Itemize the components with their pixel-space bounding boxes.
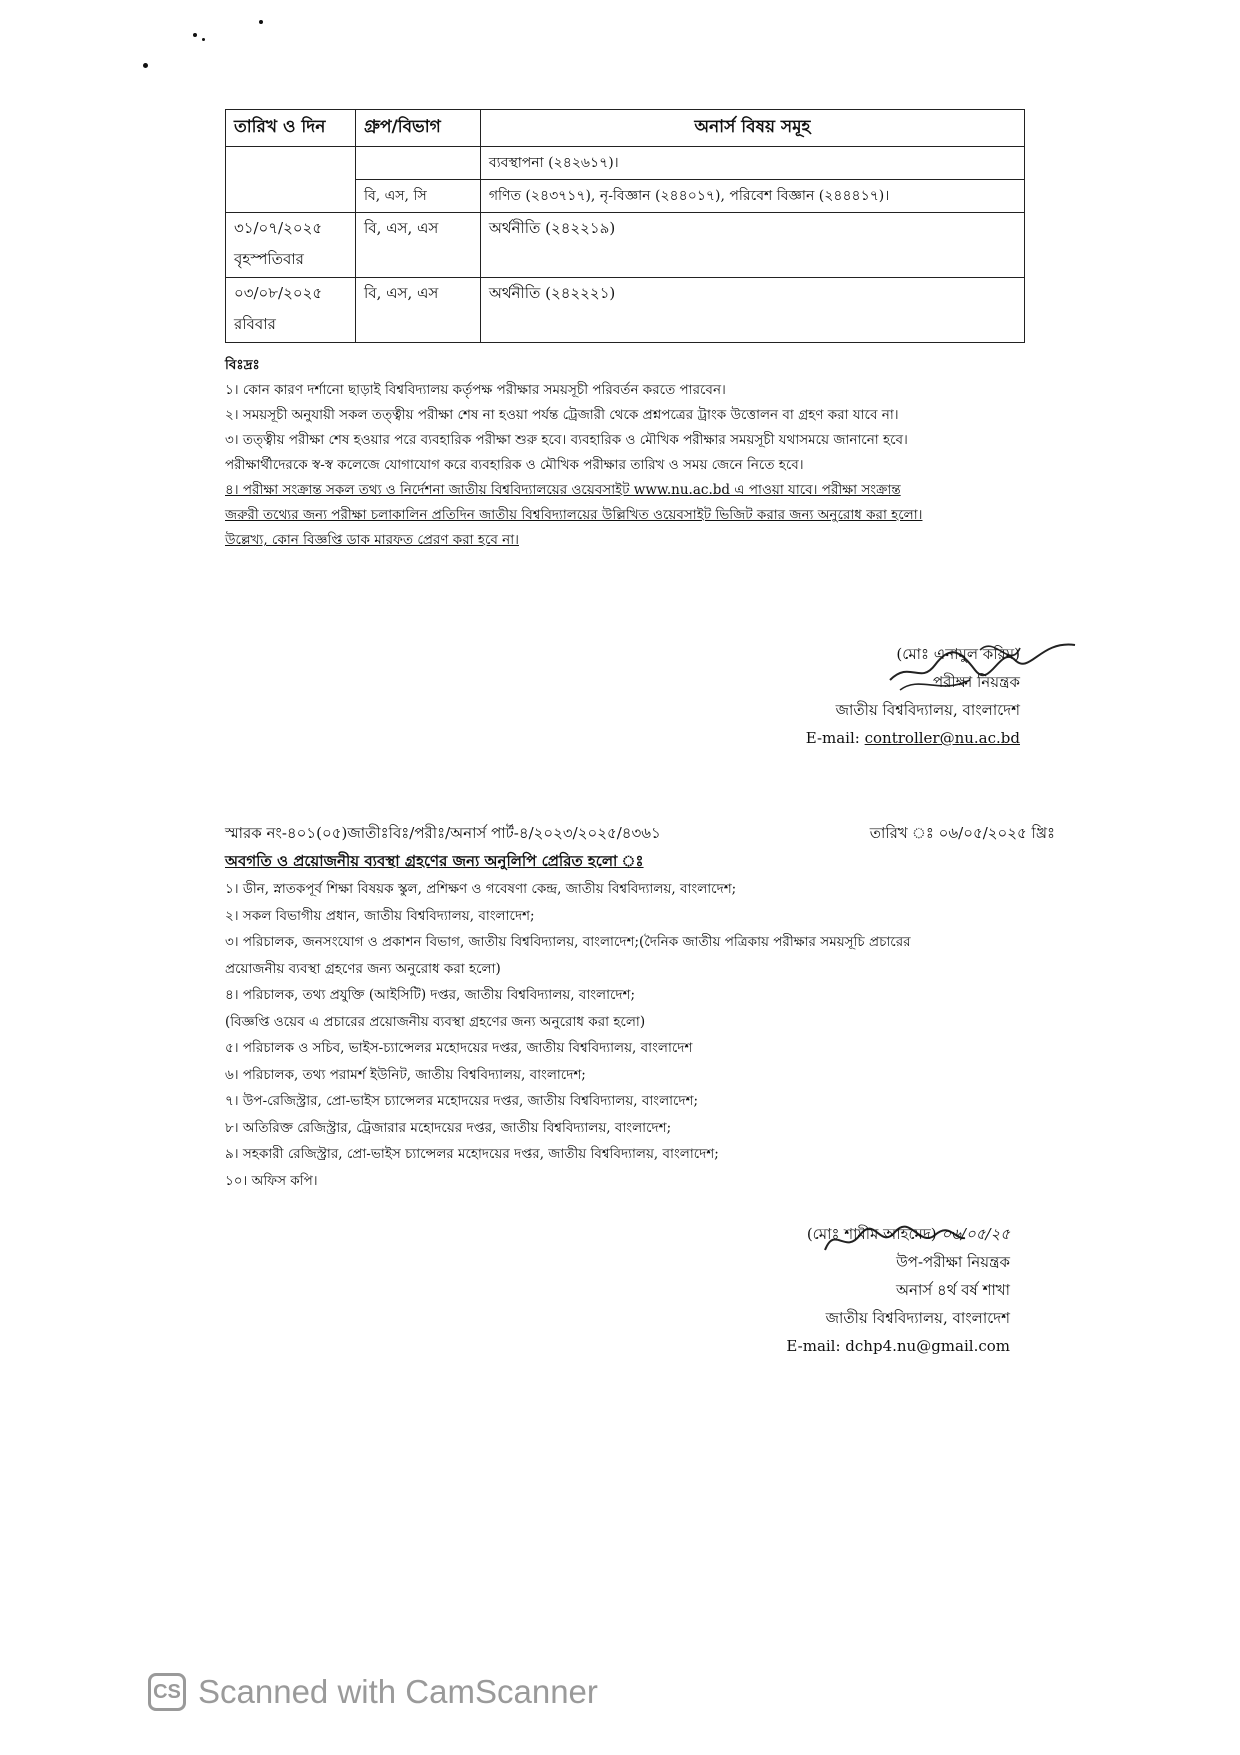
handwritten-date: ০৬/০৫/২৫ (941, 1225, 1010, 1243)
signatory-org: জাতীয় বিশ্ববিদ্যালয়, বাংলাদেশ (825, 1309, 1010, 1327)
list-item: ৫। পরিচালক ও সচিব, ভাইস-চ্যান্সেলর মহোদয়ের দপ্তর, জাতীয় বিশ্ববিদ্যালয়, বাংলাদেশ (225, 1040, 693, 1056)
memo-row (225, 822, 1055, 847)
camscanner-logo-icon: CS (148, 1673, 186, 1711)
camscanner-watermark (148, 1673, 598, 1711)
note-item: পরীক্ষার্থীদেরকে স্ব-স্ব কলেজে যোগাযোগ করে ব্যবহারিক ও মৌখিক পরীক্ষার তারিখ ও সময় জেনে নিতে হবে। (225, 457, 804, 473)
memo-ref: স্মারক নং-৪০১(০৫)জাতীঃবিঃ/পরীঃ/অনার্স পার্ট-৪/২০২৩/২০২৫/৪৩৬১ (225, 824, 661, 842)
note-item: ১। কোন কারণ দর্শানো ছাড়াই বিশ্ববিদ্যালয় কর্তৃপক্ষ পরীক্ষার সময়সূচী পরিবর্তন করতে পারবেন। (225, 382, 726, 398)
list-item: ১০। অফিস কপি। (225, 1172, 318, 1189)
subjects-cell: গণিত (২৪৩৭১৭), নৃ-বিজ্ঞান (২৪৪০১৭), পরিবেশ বিজ্ঞান (২৪৪৪১৭)। (480, 180, 1024, 213)
list-item: ৭। উপ-রেজিস্ট্রার, প্রো-ভাইস চ্যান্সেলর মহোদয়ের দপ্তর, জাতীয় বিশ্ববিদ্যালয়, বাংলাদেশ; (225, 1093, 699, 1109)
cc-heading: অবগতি ও প্রয়োজনীয় ব্যবস্থা গ্রহণের জন্য অনুলিপি প্রেরিত হলো ঃ (225, 852, 644, 870)
signatory-email: E-mail: dchp4.nu@gmail.com (786, 1337, 1010, 1355)
table-row (226, 278, 1025, 343)
list-item: (বিজ্ঞপ্তি ওয়েব এ প্রচারের প্রয়োজনীয় ব্যবস্থা গ্রহণের জন্য অনুরোধ করা হলো) (225, 1013, 646, 1030)
signatory-name-row (680, 1220, 1010, 1248)
table-header-row (226, 110, 1025, 147)
note-item-website: জরুরী তথ্যের জন্য পরীক্ষা চলাকালিন প্রতিদিন জাতীয় বিশ্ববিদ্যালয়ের উল্লিখিত ওয়েবসাইট ভিজিট করার জন্য অনুরোধ করা হলো। (225, 507, 923, 523)
exam-schedule-table (225, 109, 1025, 343)
note-item: ৩। তত্ত্বীয় পরীক্ষা শেষ হওয়ার পরে ব্যবহারিক পরীক্ষা শুরু হবে। ব্যবহারিক ও মৌখিক পরীক্ষার সময়সূচী যথাসময়ে জানানো হবে। (225, 432, 908, 448)
list-item: ৩। পরিচালক, জনসংযোগ ও প্রকাশন বিভাগ, জাতীয় বিশ্ববিদ্যালয়, বাংলাদেশ;(দৈনিক জাতীয় পত্রিকায় পরীক্ষার সময়সূচি প্রচারের (225, 934, 911, 950)
notes-heading: বিঃদ্রঃ (225, 357, 260, 373)
list-item: ৪। পরিচালক, তথ্য প্রযুক্তি (আইসিটি) দপ্তর, জাতীয় বিশ্ববিদ্যালয়, বাংলাদেশ; (225, 987, 636, 1003)
email-link[interactable]: controller@nu.ac.bd (864, 729, 1020, 747)
signatory-name: (মোঃ এনামুল করিম) (896, 645, 1020, 663)
watermark-text: Scanned with CamScanner (198, 1673, 598, 1710)
deputy-signature-block (680, 1220, 1010, 1360)
date-cell (226, 147, 356, 213)
list-item: প্রয়োজনীয় ব্যবস্থা গ্রহণের জন্য অনুরোধ করা হলো) (225, 960, 501, 977)
group-cell: বি, এস, এস (355, 213, 480, 278)
signatory-name: (মোঃ শামীম আহমেদ) (806, 1225, 937, 1243)
subjects-cell: অর্থনীতি (২৪২২২১) (480, 278, 1024, 343)
list-item: ৮। অতিরিক্ত রেজিস্ট্রার, ট্রেজারার মহোদয়ের দপ্তর, জাতীয় বিশ্ববিদ্যালয়, বাংলাদেশ; (225, 1119, 672, 1136)
exam-day: বৃহস্পতিবার (234, 250, 304, 268)
col-header-group: গ্রুপ/বিভাগ (355, 110, 480, 147)
notes-section (225, 353, 1025, 553)
date-cell (226, 278, 356, 343)
table-row (226, 213, 1025, 278)
memo-date: তারিখ ঃ ০৬/০৫/২০২৫ খ্রিঃ (869, 824, 1055, 842)
signatory-branch: অনার্স ৪র্থ বর্ষ শাখা (896, 1281, 1010, 1299)
exam-date: ০৩/০৮/২০২৫ (234, 284, 323, 302)
list-item: ২। সকল বিভাগীয় প্রধান, জাতীয় বিশ্ববিদ্যালয়, বাংলাদেশ; (225, 907, 535, 924)
exam-date: ৩১/০৭/২০২৫ (234, 219, 323, 237)
list-item: ৬। পরিচালক, তথ্য পরামর্শ ইউনিট, জাতীয় বিশ্ববিদ্যালয়, বাংলাদেশ; (225, 1066, 586, 1083)
subjects-cell: অর্থনীতি (২৪২২১৯) (480, 213, 1024, 278)
signatory-title: উপ-পরীক্ষা নিয়ন্ত্রক (896, 1253, 1010, 1271)
note-item-website: ৪। পরীক্ষা সংক্রান্ত সকল তথ্য ও নির্দেশনা জাতীয় বিশ্ববিদ্যালয়ের ওয়েবসাইট www.nu.ac.bd এ পাওয়া যাবে। পরীক্ষা সংক্রান্ত (225, 482, 901, 498)
scan-speck (202, 38, 205, 41)
scan-speck (143, 63, 148, 68)
scan-speck (193, 33, 197, 37)
group-cell: বি, এস, এস (355, 278, 480, 343)
controller-signature-block (680, 640, 1020, 752)
subjects-cell: ব্যবস্থাপনা (২৪২৬১৭)। (480, 147, 1024, 180)
signatory-org: জাতীয় বিশ্ববিদ্যালয়, বাংলাদেশ (835, 701, 1020, 719)
list-item: ১। ডীন, স্নাতকপূর্ব শিক্ষা বিষয়ক স্কুল, প্রশিক্ষণ ও গবেষণা কেন্দ্র, জাতীয় বিশ্ববিদ্যালয়, বাংলাদেশ; (225, 881, 737, 897)
date-cell (226, 213, 356, 278)
group-cell (355, 147, 480, 180)
cc-list (225, 876, 1055, 1194)
list-item: ৯। সহকারী রেজিস্ট্রার, প্রো-ভাইস চ্যান্সেলর মহোদয়ের দপ্তর, জাতীয় বিশ্ববিদ্যালয়, বাংলাদেশ; (225, 1146, 719, 1162)
col-header-subjects: অনার্স বিষয় সমূহ (480, 110, 1024, 147)
signatory-email (680, 724, 1020, 752)
scan-speck (259, 20, 263, 24)
note-item-website: উল্লেখ্য, কোন বিজ্ঞপ্তি ডাক মারফত প্রেরণ করা হবে না। (225, 532, 519, 548)
table-row (226, 147, 1025, 180)
col-header-date: তারিখ ও দিন (226, 110, 356, 147)
group-cell: বি, এস, সি (355, 180, 480, 213)
exam-day: রবিবার (234, 315, 276, 333)
note-item: ২। সময়সূচী অনুযায়ী সকল তত্ত্বীয় পরীক্ষা শেষ না হওয়া পর্যন্ত ট্রেজারী থেকে প্রশ্নপত্রের ট্রাংক উত্তোলন বা গ্রহণ করা যাবে না। (225, 407, 899, 423)
email-label: E-mail: (805, 729, 860, 747)
signatory-title: পরীক্ষা নিয়ন্ত্রক (933, 673, 1020, 691)
